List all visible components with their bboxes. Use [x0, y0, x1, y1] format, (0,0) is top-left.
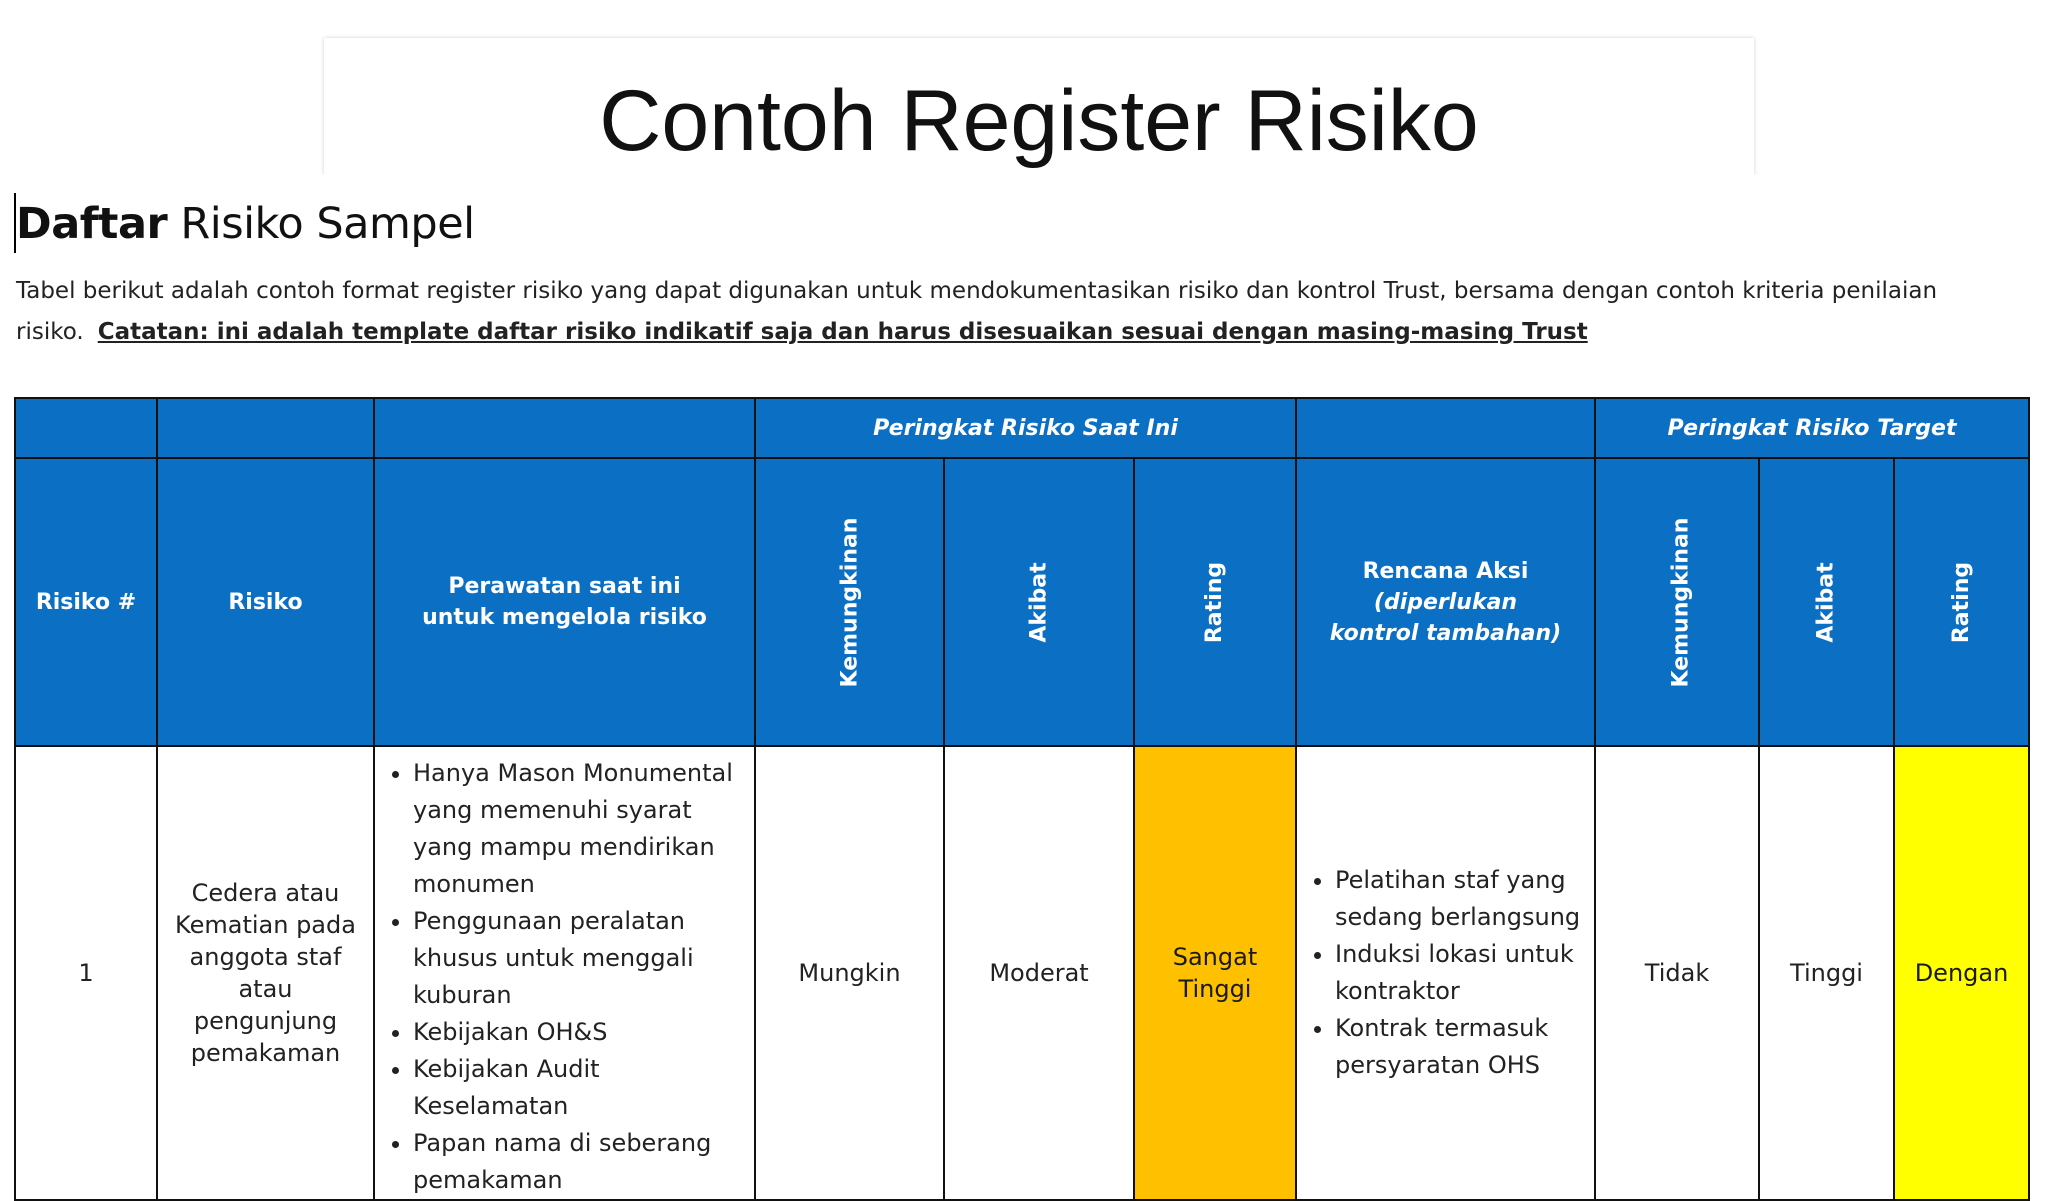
header-target-rating	[1894, 458, 2029, 746]
list-item: • Kebijakan OH&S	[413, 1014, 744, 1051]
list-item: • Penggunaan peralatan khusus untuk menggali kuburan	[413, 903, 744, 1014]
list-item: • Kontrak termasuk persyaratan OHS	[1335, 1010, 1584, 1084]
intro-paragraph	[16, 271, 2006, 353]
header-risk: Risiko	[157, 458, 374, 746]
header-target-consequence-label: Akibat	[1814, 561, 1839, 643]
group-blank-1	[15, 398, 157, 458]
document-heading	[16, 199, 475, 249]
list-item: • Pelatihan staf yang sedang berlangsung	[1335, 862, 1584, 936]
cell-target-likelihood: Tidak	[1595, 746, 1759, 1200]
cell-consequence: Moderat	[944, 746, 1134, 1200]
document-area	[0, 175, 2048, 1194]
action-list	[1297, 862, 1594, 1084]
header-action-plan	[1296, 458, 1595, 746]
cell-target-consequence: Tinggi	[1759, 746, 1894, 1200]
header-treatment: Perawatan saat ini untuk mengelola risiko	[374, 458, 755, 746]
heading-rest: Risiko Sampel	[167, 199, 475, 249]
cell-rating	[1134, 746, 1296, 1200]
group-target-rating: Peringkat Risiko Target	[1595, 398, 2029, 458]
header-action-subtitle: (diperlukan kontrol tambahan)	[1329, 589, 1562, 646]
list-item: • Induksi lokasi untuk kontraktor	[1335, 936, 1584, 1010]
header-risk-number: Risiko #	[15, 458, 157, 746]
list-item: • Hanya Mason Monumental yang memenuhi syarat yang mampu mendirikan monumen	[413, 755, 744, 903]
group-current-rating: Peringkat Risiko Saat Ini	[755, 398, 1296, 458]
group-header-row	[15, 398, 2029, 458]
header-target-rating-label: Rating	[1949, 561, 1975, 643]
header-consequence-label: Akibat	[1026, 561, 1052, 643]
header-target-likelihood-label: Kemungkinan	[1668, 517, 1694, 687]
header-likelihood	[755, 458, 944, 746]
cell-likelihood: Mungkin	[755, 746, 944, 1200]
risk-description: Cedera atau Kematian pada anggota staf atau pengunjung pemakaman	[175, 879, 356, 1067]
list-item: • Papan nama di seberang pemakaman	[413, 1125, 744, 1199]
header-rating	[1134, 458, 1296, 746]
treatment-list	[375, 755, 754, 1199]
table-row	[15, 746, 2029, 1200]
group-blank-3	[374, 398, 755, 458]
column-header-row	[15, 458, 2029, 746]
header-target-consequence	[1759, 458, 1894, 746]
header-rating-label: Rating	[1202, 561, 1228, 643]
header-target-likelihood	[1595, 458, 1759, 746]
cell-treatment	[374, 746, 755, 1200]
cell-risk	[157, 746, 374, 1200]
rating-value: Sangat Tinggi	[1172, 943, 1258, 1003]
heading-bold: Daftar	[16, 199, 168, 249]
list-item: • Kebijakan Audit Keselamatan	[413, 1051, 744, 1125]
intro-text: Tabel berikut adalah contoh format register risiko yang dapat digunakan untuk mendokumentasikan risiko dan kontrol Trust, bersama dengan contoh kriteria penilaian risiko.	[16, 278, 1938, 345]
slide-title: Contoh Register Risiko	[599, 73, 1479, 169]
risk-register-table	[14, 397, 2030, 1201]
header-likelihood-label: Kemungkinan	[836, 517, 862, 687]
group-blank-2	[157, 398, 374, 458]
slide-title-card	[324, 38, 1754, 175]
intro-note: Catatan: ini adalah template daftar risiko indikatif saja dan harus disesuaikan sesuai dengan masing-masing Trust	[97, 319, 1588, 345]
cell-risk-number: 1	[15, 746, 157, 1200]
group-blank-4	[1296, 398, 1595, 458]
header-consequence	[944, 458, 1134, 746]
header-action-title: Rencana Aksi	[1362, 558, 1529, 584]
cell-action-plan	[1296, 746, 1595, 1200]
cell-target-rating: Dengan	[1894, 746, 2029, 1200]
